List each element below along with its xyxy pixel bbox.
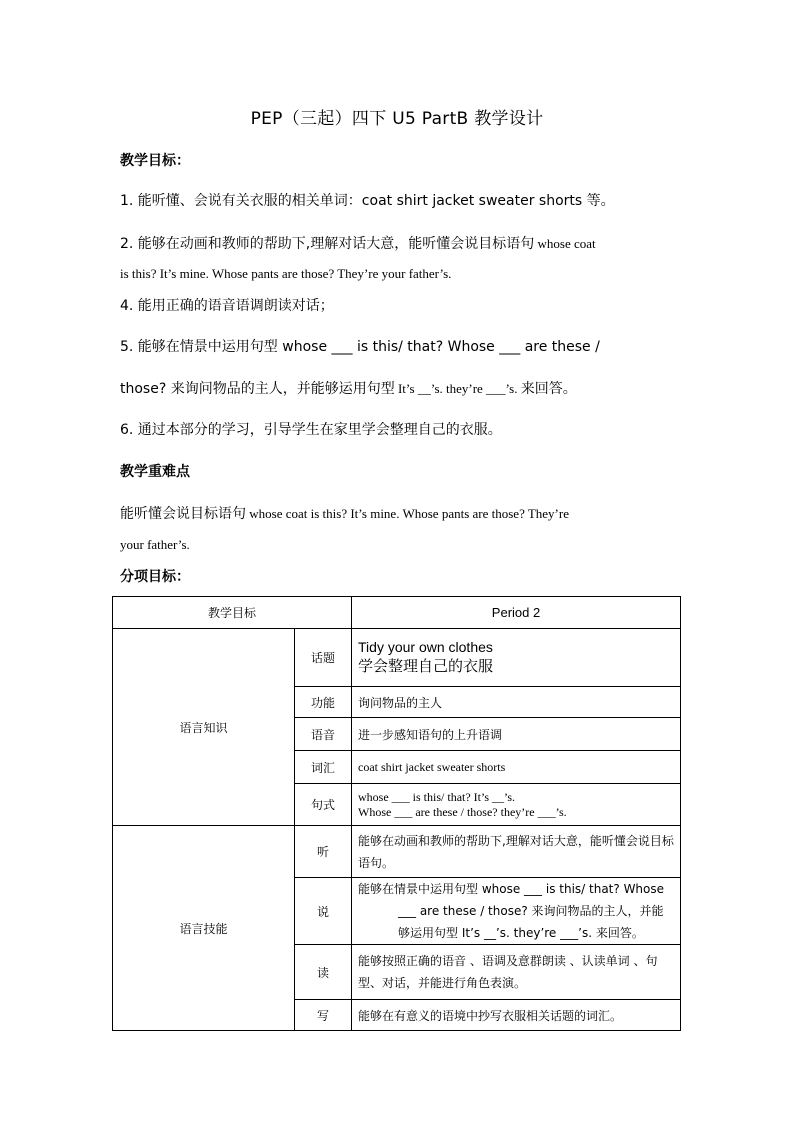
speak-line-2: ___ are these / those? 来询问物品的主人，并能 [398, 904, 664, 918]
objective-5-line-2 [120, 378, 577, 398]
cell-vocabulary: coat shirt jacket sweater shorts [352, 751, 681, 784]
cell-sentence-pattern [352, 784, 681, 826]
sub-goals-table [112, 596, 681, 1031]
speak-line-3: 够运用句型 It’s __’s. they’re ___’s. 来回答。 [398, 926, 644, 940]
table-row [113, 629, 681, 687]
label-speaking: 说 [295, 878, 352, 945]
cell-function: 询问物品的主人 [352, 687, 681, 718]
objectives-heading: 教学目标： [120, 153, 190, 169]
document-title: PEP（三起）四下 U5 PartB 教学设计 [250, 109, 544, 129]
objective-1: 1. 能听懂、会说有关衣服的相关单词：coat shirt jacket sweater shorts 等。 [120, 193, 615, 209]
objective-5-answer: It’s __’s. they’re ___’s. [394, 381, 521, 396]
header-objectives: 教学目标 [113, 597, 352, 629]
header-period: Period 2 [352, 597, 681, 629]
key-points-line-1 [120, 503, 569, 523]
group-language-knowledge: 语言知识 [113, 629, 295, 826]
key-points-line-2: your father’s. [120, 537, 190, 552]
pattern-line-1: whose ___ is this/ that? It’s __’s. [358, 789, 516, 804]
label-reading: 读 [295, 945, 352, 1000]
objective-2-line-1 [120, 233, 596, 253]
sub-goals-heading: 分项目标： [120, 569, 190, 585]
pattern-line-2: Whose ___ are these / those? they’re ___’s. [358, 804, 567, 819]
topic-chinese: 学会整理自己的衣服 [358, 657, 494, 675]
key-points-heading: 教学重难点 [120, 464, 190, 480]
objective-2-line-2: is this? It’s mine. Whose pants are those? They’re your father’s. [120, 266, 452, 281]
label-listening: 听 [295, 826, 352, 878]
objective-5-tail: 来回答。 [520, 381, 577, 397]
cell-pronunciation: 进一步感知语句的上升语调 [352, 718, 681, 751]
objective-2-text: 2. 能够在动画和教师的帮助下,理解对话大意，能听懂会说目标语句 [120, 236, 535, 252]
label-topic: 话题 [295, 629, 352, 687]
cell-speaking [352, 878, 681, 945]
objective-2-target: whose coat [534, 236, 596, 251]
label-vocabulary: 词汇 [295, 751, 352, 784]
key-points-target: whose coat is this? It’s mine. Whose pants are those? They’re [246, 506, 569, 521]
cell-writing: 能够在有意义的语境中抄写衣服相关话题的词汇。 [352, 1000, 681, 1031]
table-row [113, 826, 681, 878]
objective-6: 6. 通过本部分的学习，引导学生在家里学会整理自己的衣服。 [120, 422, 502, 438]
key-points-text: 能听懂会说目标语句 [120, 506, 246, 522]
label-pronunciation: 语音 [295, 718, 352, 751]
topic-english: Tidy your own clothes [358, 639, 493, 655]
table-header-row [113, 597, 681, 629]
cell-listening: 能够在动画和教师的帮助下,理解对话大意，能听懂会说目标语句。 [352, 826, 681, 878]
objective-5-question: those? 来询问物品的主人，并能够运用句型 [120, 381, 395, 397]
cell-topic [352, 629, 681, 687]
cell-reading: 能够按照正确的语音 、语调及意群朗读 、认读单词 、句型、对话，并能进行角色表演。 [352, 945, 681, 1000]
objective-4: 4. 能用正确的语音语调朗读对话； [120, 298, 334, 314]
label-function: 功能 [295, 687, 352, 718]
objective-5-line-1: 5. 能够在情景中运用句型 whose ___ is this/ that? Whose ___ are these / [120, 339, 600, 355]
group-language-skills: 语言技能 [113, 826, 295, 1031]
speak-line-1: 能够在情景中运用句型 whose ___ is this/ that? Whose [358, 882, 665, 896]
label-writing: 写 [295, 1000, 352, 1031]
label-sentence-pattern: 句式 [295, 784, 352, 826]
